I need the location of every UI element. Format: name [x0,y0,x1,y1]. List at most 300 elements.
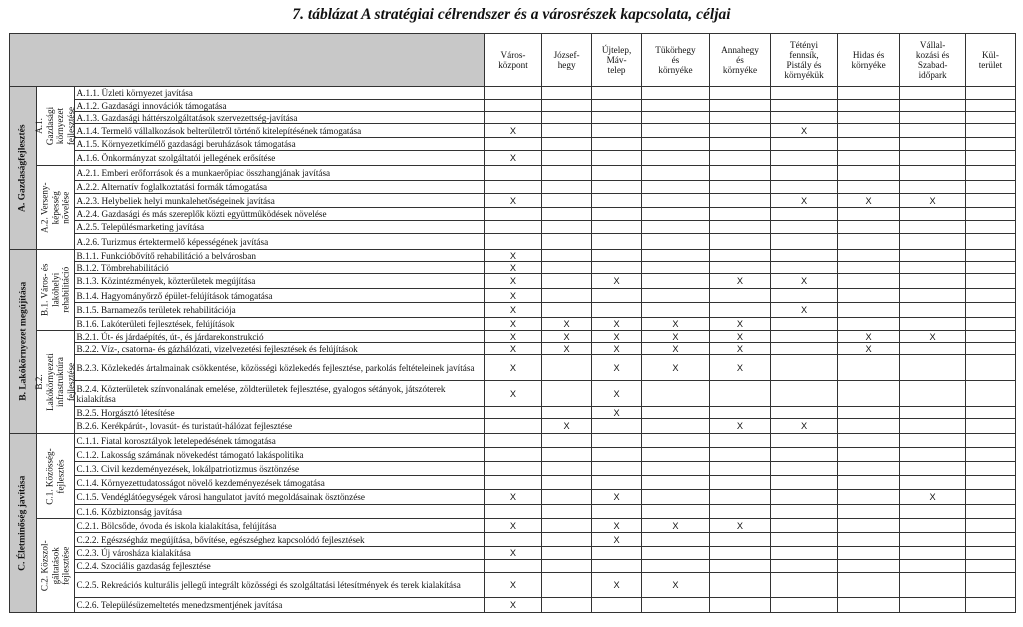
table-row [10,166,1016,181]
item-label: C.1.1. Fiatal korosztályok letelepedésének támogatása [74,434,484,448]
mark-cell: X [484,490,541,505]
mark-cell [771,138,838,151]
mark-cell [709,560,770,573]
column-header: Tétényi fennsík, Pistály és környékük [771,34,838,87]
mark-cell [771,87,838,100]
mark-cell [709,289,770,303]
column-header: József- hegy [542,34,592,87]
mark-cell [592,262,642,274]
column-header: Újtelep, Máv- telep [592,34,642,87]
mark-cell [542,100,592,112]
mark-cell [709,476,770,490]
mark-cell [837,181,899,194]
group-label [37,434,74,519]
mark-cell: X [900,490,966,505]
group-label-text: C.1. Közösség- fejlesztés [44,447,66,505]
mark-cell [484,234,541,250]
mark-cell [900,476,966,490]
mark-cell [542,262,592,274]
mark-cell [542,274,592,289]
mark-cell [965,343,1015,355]
mark-cell [484,407,541,419]
column-header: Tükörhegy és környéke [642,34,710,87]
header-row [10,34,1016,87]
section-label-text: B. Lakókörnyezet megújítása [17,281,28,402]
mark-cell [592,181,642,194]
mark-cell [837,573,899,598]
mark-cell [771,490,838,505]
mark-cell [965,166,1015,181]
group-label-text: C.2. Közszol- gáltatások fejlesztése [39,540,71,591]
mark-cell [642,448,710,462]
mark-cell [642,547,710,560]
group-label-text: B.2. Lakókörnyezeti infrastruktúra fejlesztése [34,353,76,411]
mark-cell: X [484,519,541,533]
mark-cell [642,533,710,547]
mark-cell [900,533,966,547]
mark-cell [592,112,642,124]
mark-cell [900,221,966,234]
item-label: C.1.4. Környezettudatosságot növelő kezdeményezések támogatása [74,476,484,490]
mark-cell: X [484,303,541,318]
item-label: A.1.1. Üzleti környezet javítása [74,87,484,100]
mark-cell [642,250,710,262]
mark-cell [709,490,770,505]
mark-cell [965,289,1015,303]
mark-cell: X [542,331,592,343]
mark-cell [965,573,1015,598]
mark-cell [642,112,710,124]
column-header: Kül- terület [965,34,1015,87]
mark-cell [900,87,966,100]
mark-cell [592,476,642,490]
mark-cell [837,355,899,381]
item-label: A.2.4. Gazdasági és más szereplők közti együttműködések növelése [74,208,484,221]
mark-cell [484,434,541,448]
mark-cell [771,100,838,112]
table-row [10,547,1016,560]
mark-cell [642,124,710,138]
mark-cell [837,208,899,221]
item-label: B.2.4. Közterületek színvonalának emelése, zöldterületek fejlesztése, gyalogos sétányok, játszóterek kialakítása [74,381,484,407]
mark-cell [965,221,1015,234]
mark-cell [900,289,966,303]
mark-cell [542,547,592,560]
mark-cell: X [592,519,642,533]
mark-cell: X [837,331,899,343]
table-row [10,407,1016,419]
mark-cell: X [642,331,710,343]
mark-cell [709,181,770,194]
mark-cell: X [592,318,642,331]
mark-cell [837,476,899,490]
mark-cell: X [484,381,541,407]
mark-cell [642,138,710,151]
mark-cell [484,208,541,221]
mark-cell [484,138,541,151]
table-row [10,124,1016,138]
mark-cell [642,151,710,166]
mark-cell [709,381,770,407]
mark-cell [592,462,642,476]
table-row [10,138,1016,151]
mark-cell [592,419,642,434]
mark-cell [592,221,642,234]
mark-cell [592,87,642,100]
mark-cell: X [837,194,899,208]
mark-cell [965,381,1015,407]
mark-cell [965,181,1015,194]
mark-cell: X [542,419,592,434]
table-row [10,262,1016,274]
mark-cell [642,234,710,250]
mark-cell [592,208,642,221]
mark-cell: X [592,274,642,289]
mark-cell [837,166,899,181]
mark-cell: X [484,318,541,331]
mark-cell [484,505,541,519]
mark-cell [642,476,710,490]
table-row [10,560,1016,573]
item-label: B.1.4. Hagyományőrző épület-felújítások támogatása [74,289,484,303]
mark-cell [965,112,1015,124]
mark-cell: X [542,318,592,331]
mark-cell [771,166,838,181]
mark-cell: X [592,331,642,343]
mark-cell [837,100,899,112]
mark-cell: X [709,419,770,434]
mark-cell [642,262,710,274]
mark-cell [837,274,899,289]
column-header: Annahegy és környéke [709,34,770,87]
table-row [10,274,1016,289]
mark-cell [542,407,592,419]
section-label [10,250,37,434]
mark-cell [900,560,966,573]
table-row [10,419,1016,434]
mark-cell [900,262,966,274]
mark-cell: X [837,343,899,355]
mark-cell [709,112,770,124]
mark-cell [771,560,838,573]
mark-cell [900,343,966,355]
mark-cell [837,234,899,250]
mark-cell [484,166,541,181]
mark-cell [837,560,899,573]
mark-cell [484,462,541,476]
mark-cell [709,151,770,166]
table-row [10,573,1016,598]
section-label [10,87,37,250]
mark-cell [965,434,1015,448]
mark-cell [837,303,899,318]
mark-cell [900,166,966,181]
mark-cell [965,419,1015,434]
mark-cell: X [484,274,541,289]
mark-cell [965,598,1015,613]
item-label: C.2.1. Bölcsőde, óvoda és iskola kialakítása, felújítása [74,519,484,533]
mark-cell [642,505,710,519]
mark-cell [837,87,899,100]
mark-cell [642,381,710,407]
mark-cell [484,87,541,100]
mark-cell [592,560,642,573]
mark-cell: X [484,547,541,560]
mark-cell [837,448,899,462]
mark-cell [965,138,1015,151]
section-label-text: A. Gazdaságfejlesztés [17,124,28,212]
mark-cell [771,208,838,221]
mark-cell [484,100,541,112]
table-row [10,318,1016,331]
mark-cell: X [592,533,642,547]
mark-cell [542,208,592,221]
item-label: A.2.3. Helybeliek helyi munkalehetőségeinek javítása [74,194,484,208]
item-label: B.1.6. Lakóterületi fejlesztések, felújítások [74,318,484,331]
mark-cell [642,303,710,318]
mark-cell [642,87,710,100]
mark-cell [542,138,592,151]
mark-cell [542,181,592,194]
mark-cell [837,505,899,519]
mark-cell [837,262,899,274]
table-row [10,112,1016,124]
mark-cell [965,331,1015,343]
mark-cell [965,124,1015,138]
mark-cell [592,505,642,519]
mark-cell [542,505,592,519]
mark-cell [642,490,710,505]
table-row [10,221,1016,234]
mark-cell [771,381,838,407]
table-row [10,381,1016,407]
item-label: A.1.2. Gazdasági innovációk támogatása [74,100,484,112]
item-label: B.2.6. Kerékpárút-, lovasút- és turistaút-hálózat fejlesztése [74,419,484,434]
mark-cell [709,573,770,598]
mark-cell [542,434,592,448]
mark-cell [642,434,710,448]
table-row [10,533,1016,547]
mark-cell [709,87,770,100]
mark-cell [709,250,770,262]
table-row [10,234,1016,250]
mark-cell [900,303,966,318]
item-label: C.1.3. Civil kezdeményezések, lokálpatriotizmus ösztönzése [74,462,484,476]
mark-cell [542,87,592,100]
mark-cell [900,505,966,519]
mark-cell [837,112,899,124]
mark-cell [542,519,592,533]
mark-cell: X [484,598,541,613]
mark-cell [965,151,1015,166]
mark-cell [900,112,966,124]
mark-cell [542,462,592,476]
mark-cell [771,250,838,262]
mark-cell [771,151,838,166]
group-label [34,331,76,434]
mark-cell: X [771,274,838,289]
mark-cell: X [592,490,642,505]
item-label: B.1.2. Tömbrehabilitáció [74,262,484,274]
mark-cell [709,138,770,151]
mark-cell [484,476,541,490]
mark-cell [642,100,710,112]
mark-cell [965,303,1015,318]
mark-cell [592,100,642,112]
mark-cell [771,112,838,124]
mark-cell [965,462,1015,476]
mark-cell [771,505,838,519]
mark-cell: X [484,194,541,208]
mark-cell [592,166,642,181]
mark-cell [484,533,541,547]
mark-cell [900,234,966,250]
mark-cell [592,598,642,613]
mark-cell [542,303,592,318]
mark-cell [900,124,966,138]
mark-cell: X [592,343,642,355]
mark-cell [900,381,966,407]
table-row [10,289,1016,303]
column-header: Vállal- kozási és Szabad- időpark [900,34,966,87]
mark-cell [900,151,966,166]
mark-cell: X [484,262,541,274]
mark-cell [592,289,642,303]
mark-cell [900,547,966,560]
section-label [10,434,37,613]
mark-cell [542,234,592,250]
mark-cell [771,355,838,381]
item-label: B.1.5. Barnamezős területek rehabilitációja [74,303,484,318]
mark-cell [642,462,710,476]
mark-cell [709,124,770,138]
mark-cell [709,505,770,519]
mark-cell [900,598,966,613]
table-row [10,434,1016,448]
mark-cell [771,234,838,250]
mark-cell: X [592,355,642,381]
group-label-text: A.2. Verseny- képesség növelése [39,182,71,233]
mark-cell [900,419,966,434]
mark-cell: X [771,124,838,138]
mark-cell: X [771,194,838,208]
table-row [10,343,1016,355]
group-label-text: A.1. Gazdasági környezet fejlesztése [34,106,76,146]
mark-cell: X [484,343,541,355]
mark-cell [642,407,710,419]
mark-cell: X [771,419,838,434]
mark-cell: X [709,355,770,381]
table-row [10,462,1016,476]
mark-cell [837,598,899,613]
mark-cell [592,151,642,166]
mark-cell [900,100,966,112]
mark-cell [542,166,592,181]
mark-cell [642,419,710,434]
mark-cell: X [642,519,710,533]
item-label: C.2.5. Rekreációs kulturális jellegű integrált közösségi és szolgáltatási létesítmények és terek kialakítása [74,573,484,598]
mark-cell: X [484,573,541,598]
mark-cell [965,318,1015,331]
mark-cell: X [642,318,710,331]
mark-cell [837,381,899,407]
mark-cell [542,533,592,547]
mark-cell: X [592,381,642,407]
mark-cell [484,448,541,462]
mark-cell [642,194,710,208]
table-row [10,448,1016,462]
column-header: Hidas és környéke [837,34,899,87]
table-row [10,208,1016,221]
mark-cell [592,234,642,250]
mark-cell: X [484,289,541,303]
mark-cell [642,598,710,613]
mark-cell [771,547,838,560]
mark-cell [542,355,592,381]
group-label-text: B.1. Város- és lakóhelyi rehabilitáció [39,263,71,317]
mark-cell [965,547,1015,560]
mark-cell: X [484,124,541,138]
table-row [10,87,1016,100]
mark-cell: X [542,343,592,355]
mark-cell [837,124,899,138]
mark-cell [709,533,770,547]
mark-cell [592,303,642,318]
mark-cell [900,355,966,381]
mark-cell [771,476,838,490]
table-row [10,505,1016,519]
mark-cell [771,519,838,533]
mark-cell [965,476,1015,490]
group-label [34,87,76,166]
mark-cell: X [709,519,770,533]
mark-cell [709,434,770,448]
table-row [10,476,1016,490]
mark-cell [592,138,642,151]
mark-cell [642,274,710,289]
mark-cell [771,434,838,448]
group-label [37,250,74,331]
item-label: C.1.5. Vendéglátóegységek városi hangulatot javító megoldásainak ösztönzése [74,490,484,505]
table-row [10,490,1016,505]
item-label: A.1.4. Termelő vállalkozások belterületről történő kitelepítésének támogatása [74,124,484,138]
mark-cell [965,234,1015,250]
mark-cell [771,448,838,462]
mark-cell [771,407,838,419]
mark-cell [642,181,710,194]
mark-cell [771,533,838,547]
table-row [10,519,1016,533]
item-label: B.2.3. Közlekedés ártalmainak csökkentése, közösségi közlekedés fejlesztése, parkolás feltételeinek javítása [74,355,484,381]
mark-cell [542,221,592,234]
mark-cell [709,547,770,560]
mark-cell [709,221,770,234]
mark-cell: X [642,355,710,381]
mark-cell [709,598,770,613]
mark-cell [965,490,1015,505]
mark-cell [484,181,541,194]
mark-cell [642,289,710,303]
group-label [37,166,74,250]
mark-cell [900,434,966,448]
mark-cell [771,462,838,476]
column-header: Város- központ [484,34,541,87]
mark-cell [900,138,966,151]
mark-cell [592,124,642,138]
mark-cell [900,208,966,221]
mark-cell [771,598,838,613]
mark-cell [900,250,966,262]
